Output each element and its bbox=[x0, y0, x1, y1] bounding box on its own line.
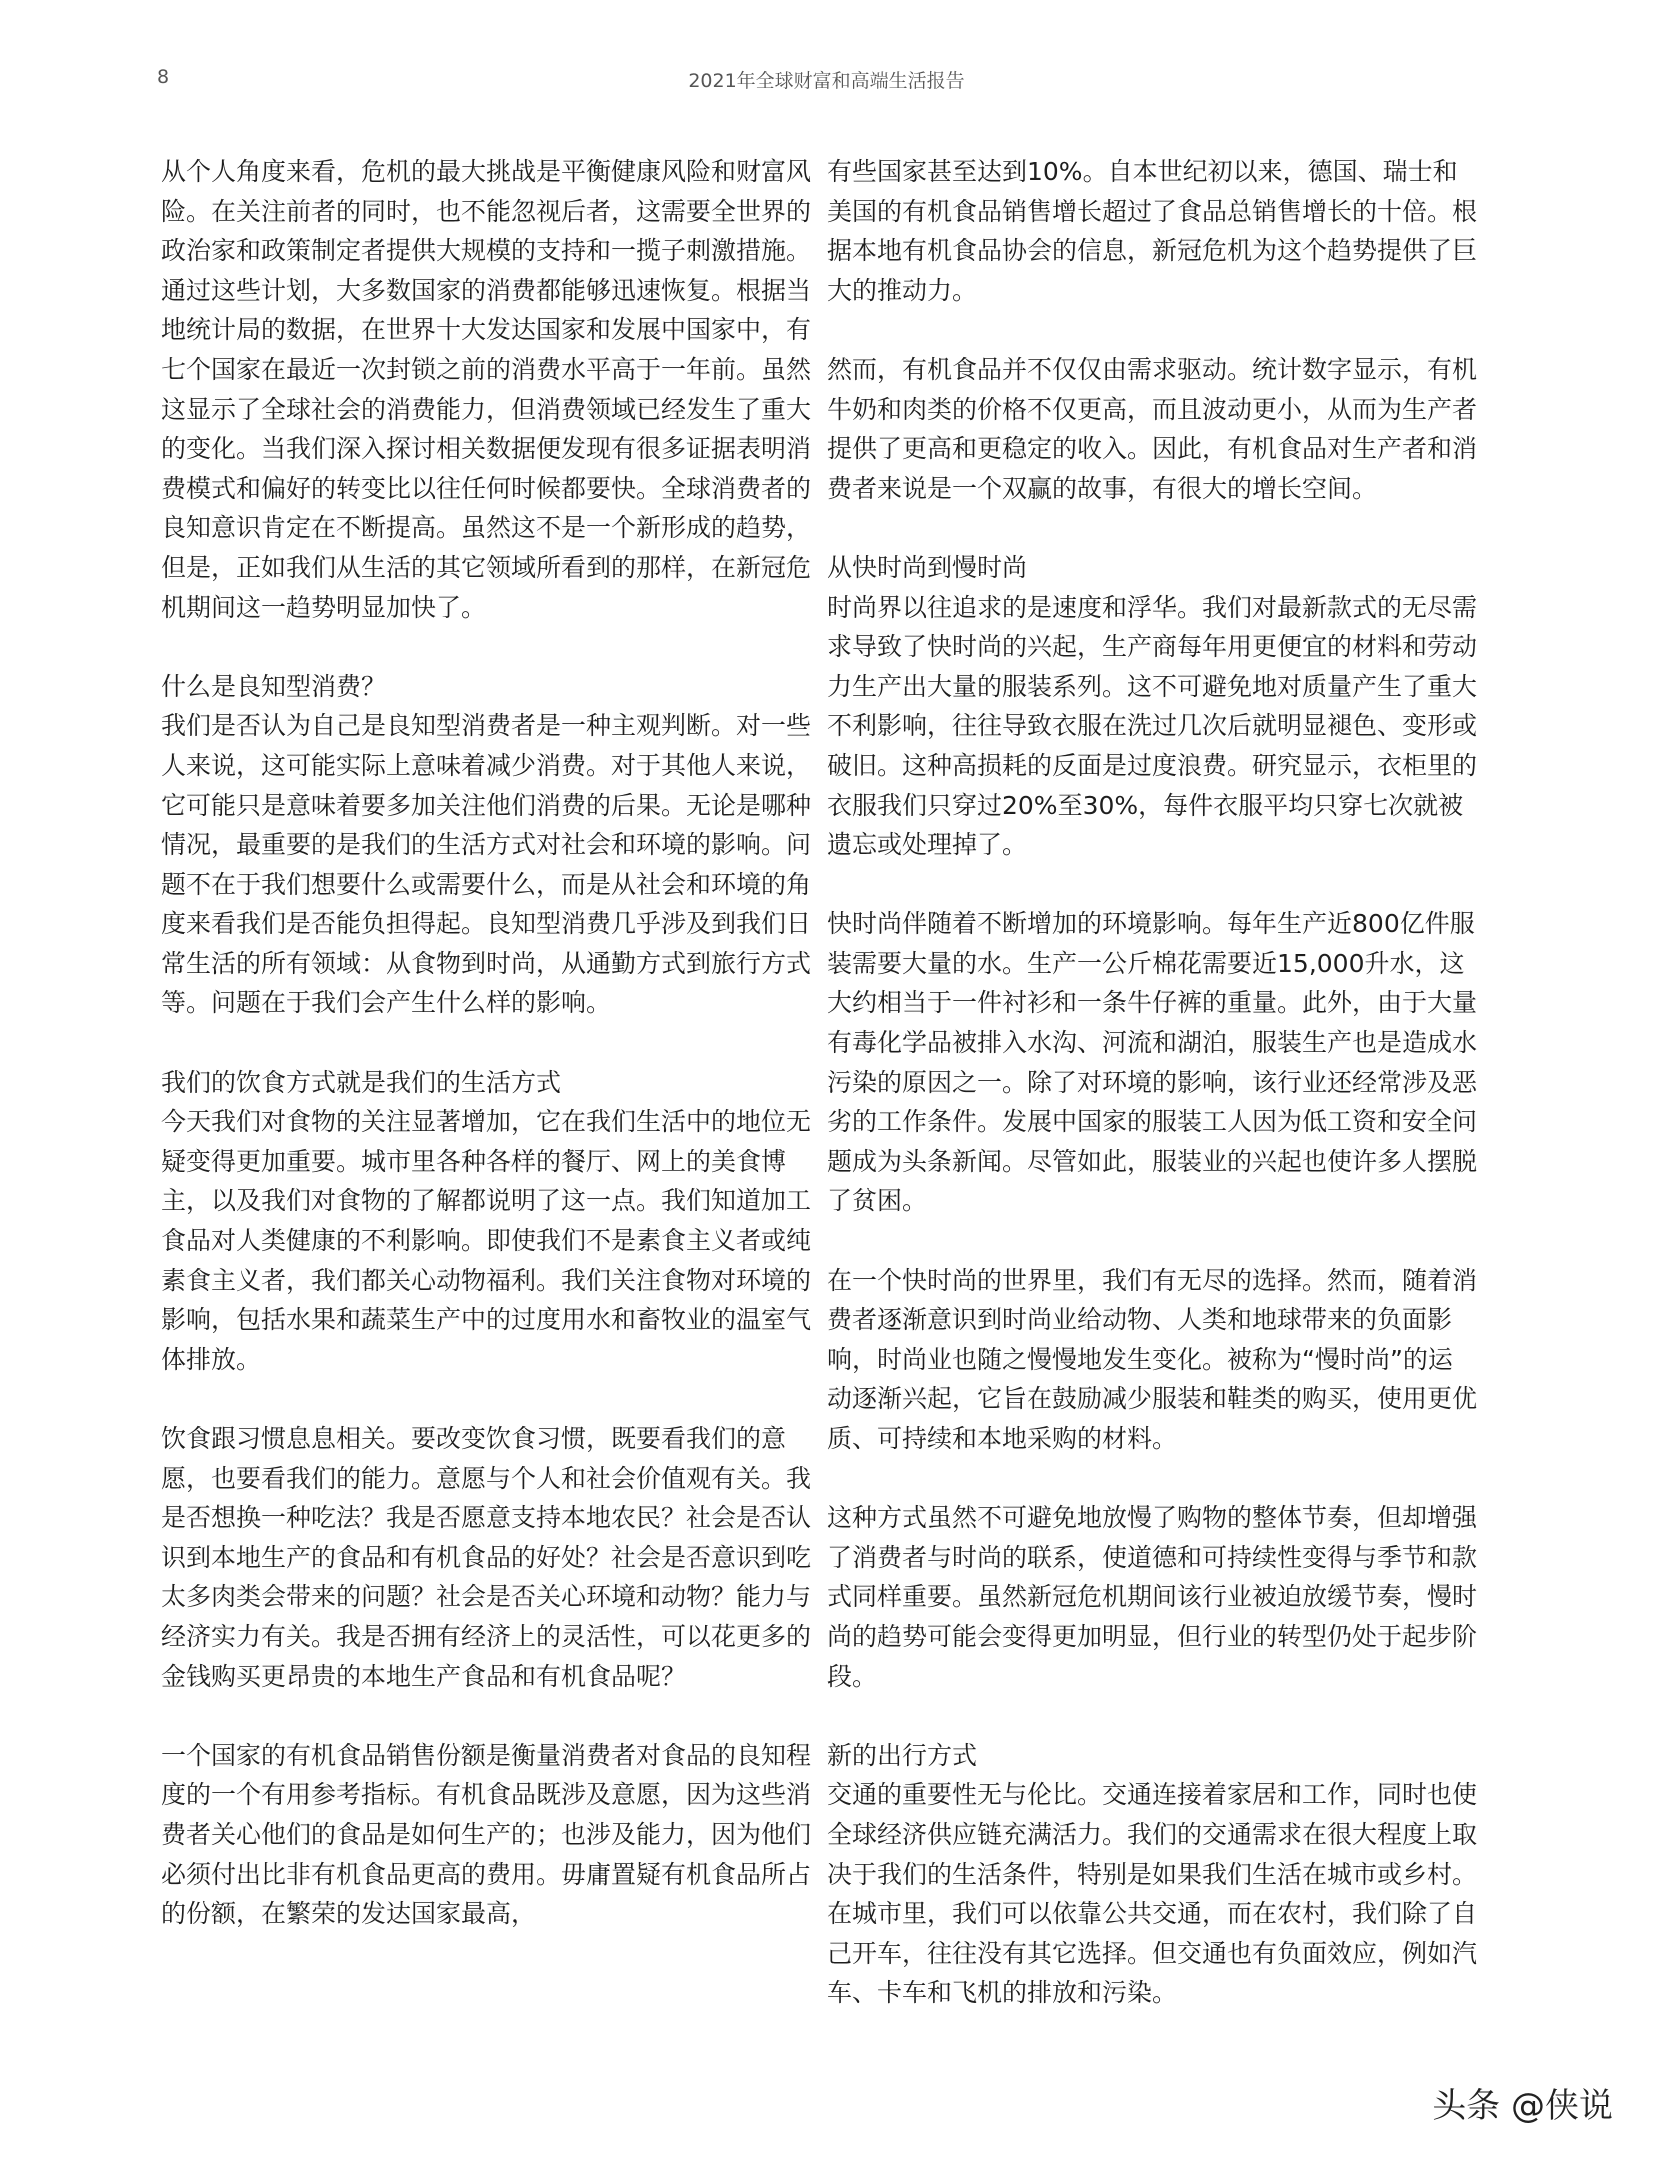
paragraph: 然而，有机食品并不仅仅由需求驱动。统计数字显示，有机牛奶和肉类的价格不仅更高，而且波动更小，从而为生产者提供了更高和更稳定的收入。因此，有机食品对生产者和消费者来说是一个双赢的故事，有很大的增长空间。 bbox=[827, 354, 1478, 503]
section-heading: 新的出行方式 bbox=[827, 1740, 978, 1770]
right-column bbox=[827, 152, 1477, 2013]
page-header bbox=[0, 66, 1653, 106]
running-title: 2021年全球财富和高端生活报告 bbox=[688, 70, 965, 92]
section-heading: 我们的饮食方式就是我们的生活方式 bbox=[161, 1067, 562, 1097]
paragraph: 在一个快时尚的世界里，我们有无尽的选择。然而，随着消费者逐渐意识到时尚业给动物、人类和地球带来的负面影响，时尚业也随之慢慢地发生变化。被称为“慢时尚”的运动逐渐兴起，它旨在鼓励减少服装和鞋类的购买，使用更优质、可持续和本地采购的材料。 bbox=[827, 1265, 1478, 1453]
paragraph: 饮食跟习惯息息相关。要改变饮食习惯，既要看我们的意愿，也要看我们的能力。意愿与个人和社会价值观有关。我是否想换一种吃法？我是否愿意支持本地农民？社会是否认识到本地生产的食品和有机食品的好处？社会是否意识到吃太多肉类会带来的问题？社会是否关心环境和动物？能力与经济实力有关。我是否拥有经济上的灵活性，可以花更多的金钱购买更昂贵的本地生产食品和有机食品呢？ bbox=[161, 1424, 812, 1691]
watermark: 头条 @侠说 bbox=[1432, 2086, 1613, 2126]
paragraph: 一个国家的有机食品销售份额是衡量消费者对食品的良知程度的一个有用参考指标。有机食品既涉及意愿，因为这些消费者关心他们的食品是如何生产的；也涉及能力，因为他们必须付出比非有机食品更高的费用。毋庸置疑有机食品所占的份额，在繁荣的发达国家最高， bbox=[161, 1740, 812, 1929]
paragraph: 这种方式虽然不可避免地放慢了购物的整体节奏，但却增强了消费者与时尚的联系，使道德和可持续性变得与季节和款式同样重要。虽然新冠危机期间该行业被迫放缓节奏，慢时尚的趋势可能会变得更加明显，但行业的转型仍处于起步阶段。 bbox=[827, 1503, 1478, 1691]
paragraph: 有些国家甚至达到10%。自本世纪初以来，德国、瑞士和美国的有机食品销售增长超过了食品总销售增长的十倍。根据本地有机食品协会的信息，新冠危机为这个趋势提供了巨大的推动力。 bbox=[827, 157, 1478, 305]
section-heading: 从快时尚到慢时尚 bbox=[827, 552, 1028, 582]
paragraph: 我们是否认为自己是良知型消费者是一种主观判断。对一些人来说，这可能实际上意味着减少消费。对于其他人来说，它可能只是意味着要多加关注他们消费的后果。无论是哪种情况，最重要的是我们的生活方式对社会和环境的影响。问题不在于我们想要什么或需要什么，而是从社会和环境的角度来看我们是否能负担得起。良知型消费几乎涉及到我们日常生活的所有领域：从食物到时尚，从通勤方式到旅行方式等。问题在于我们会产生什么样的影响。 bbox=[161, 711, 812, 1018]
paragraph: 从个人角度来看，危机的最大挑战是平衡健康风险和财富风险。在关注前者的同时，也不能忽视后者，这需要全世界的政治家和政策制定者提供大规模的支持和一揽子刺激措施。通过这些计划，大多数国家的消费都能够迅速恢复。根据当地统计局的数据，在世界十大发达国家和发展中国家中，有七个国家在最近一次封锁之前的消费水平高于一年前。虽然这显示了全球社会的消费能力，但消费领域已经发生了重大的变化。当我们深入探讨相关数据便发现有很多证据表明消费模式和偏好的转变比以往任何时候都要快。全球消费者的良知意识肯定在不断提高。虽然这不是一个新形成的趋势，但是，正如我们从生活的其它领域所看到的那样，在新冠危机期间这一趋势明显加快了。 bbox=[161, 157, 812, 622]
paragraph: 交通的重要性无与伦比。交通连接着家居和工作，同时也使全球经济供应链充满活力。我们的交通需求在很大程度上取决于我们的生活条件，特别是如果我们生活在城市或乡村。在城市里，我们可以依靠公共交通，而在农村，我们除了自己开车，往往没有其它选择。但交通也有负面效应，例如汽车、卡车和飞机的排放和污染。 bbox=[827, 1780, 1478, 2008]
paragraph: 快时尚伴随着不断增加的环境影响。每年生产近800亿件服装需要大量的水。生产一公斤棉花需要近15,000升水，这大约相当于一件衬衫和一条牛仔裤的重量。此外，由于大量有毒化学品被排入水沟、河流和湖泊，服装生产也是造成水污染的原因之一。除了对环境的影响，该行业还经常涉及恶劣的工作条件。发展中国家的服装工人因为低工资和安全问题成为头条新闻。尽管如此，服装业的兴起也使许多人摆脱了贫困。 bbox=[827, 909, 1478, 1216]
page-number: 8 bbox=[157, 66, 170, 88]
section-heading: 什么是良知型消费？ bbox=[161, 671, 387, 701]
left-column bbox=[161, 152, 811, 1934]
paragraph: 今天我们对食物的关注显著增加，它在我们生活中的地位无疑变得更加重要。城市里各种各样的餐厅、网上的美食博主，以及我们对食物的了解都说明了这一点。我们知道加工食品对人类健康的不利影响。即使我们不是素食主义者或纯素食主义者，我们都关心动物福利。我们关注食物对环境的影响，包括水果和蔬菜生产中的过度用水和畜牧业的温室气体排放。 bbox=[161, 1107, 812, 1374]
paragraph: 时尚界以往追求的是速度和浮华。我们对最新款式的无尽需求导致了快时尚的兴起，生产商每年用更便宜的材料和劳动力生产出大量的服装系列。这不可避免地对质量产生了重大不利影响，往往导致衣服在洗过几次后就明显褪色、变形或破旧。这种高损耗的反面是过度浪费。研究显示，衣柜里的衣服我们只穿过20%至30%，每件衣服平均只穿七次就被遗忘或处理掉了。 bbox=[827, 592, 1478, 860]
